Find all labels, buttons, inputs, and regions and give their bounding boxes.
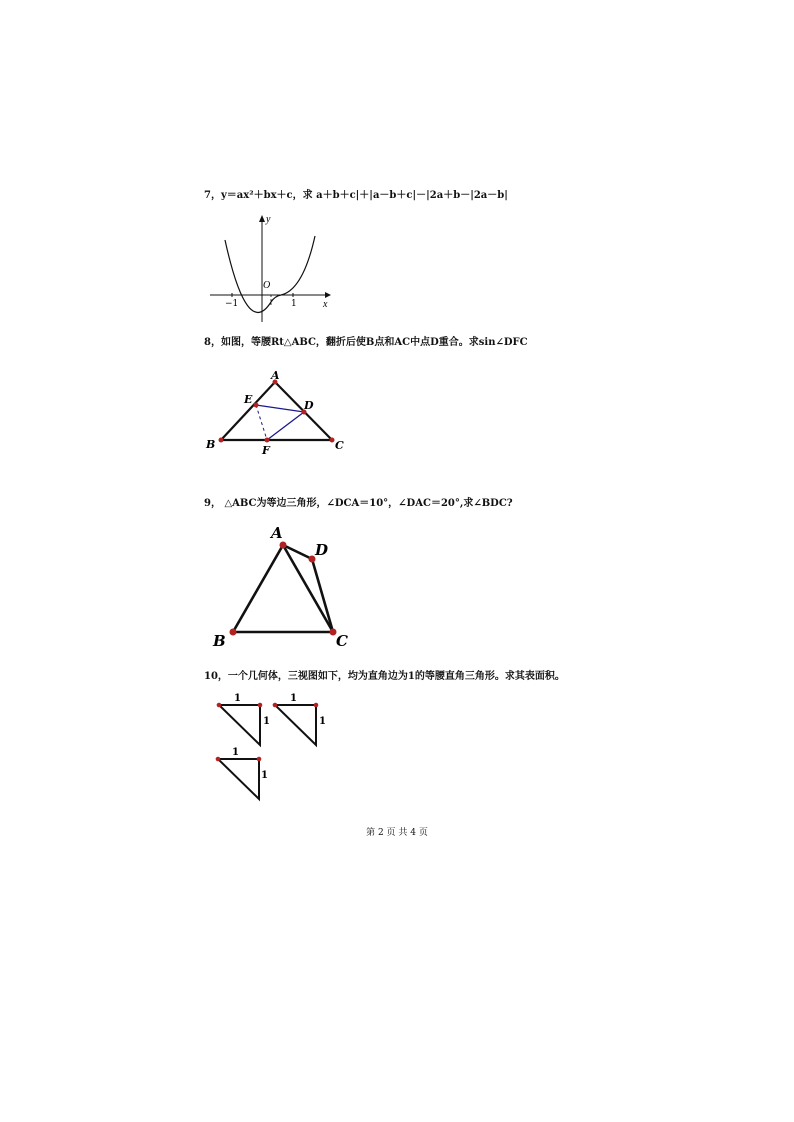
view-front — [217, 693, 270, 745]
figure-8-triangle-fold — [200, 365, 360, 460]
x-axis-label: x — [323, 299, 328, 310]
view-top — [216, 747, 268, 799]
figure-7-parabola — [205, 210, 335, 325]
view-side — [273, 693, 326, 745]
x-axis-arrow — [325, 292, 331, 298]
point-E — [254, 403, 259, 408]
view-side-top-label: 1 — [290, 693, 297, 704]
view-side-side-label: 1 — [319, 716, 326, 727]
label-A: A — [271, 369, 280, 382]
view-front-top-label: 1 — [234, 693, 241, 704]
parabola-curve — [225, 236, 315, 312]
segment-ED — [256, 405, 304, 412]
label-B: B — [206, 438, 216, 451]
label-F: F — [262, 444, 270, 457]
label-C: C — [336, 632, 348, 650]
segment-DC — [312, 559, 333, 632]
tick-label-1: 1 — [291, 299, 297, 309]
question-8-text: 8，如图，等腰Rt△ABC，翻折后使B点和AC中点D重合。求sin∠DFC — [204, 337, 528, 348]
question-10-text: 10，一个几何体，三视图如下，均为直角边为1的等腰直角三角形。求其表面积。 — [204, 671, 565, 682]
segment-EF — [256, 405, 267, 440]
label-A: A — [271, 524, 283, 542]
point-C — [330, 438, 335, 443]
question-9-text: 9， △ABC为等边三角形，∠DCA＝10°，∠DAC＝20°,求∠BDC? — [204, 498, 513, 509]
point-B — [219, 438, 224, 443]
view-front-side-label: 1 — [263, 716, 270, 727]
label-C: C — [335, 439, 344, 452]
y-axis-arrow — [259, 215, 265, 222]
point-A — [280, 542, 287, 549]
point-B — [230, 629, 237, 636]
figure-10-three-views — [210, 688, 340, 803]
origin-label: O — [263, 280, 271, 291]
view-top-top-label: 1 — [232, 747, 239, 758]
question-7-text: 7，y＝ax²＋bx＋c，求 a＋b＋c|＋|a－b＋c|－|2a＋b－|2a－b| — [204, 190, 508, 201]
page-footer: 第 2 页 共 4 页 — [366, 828, 428, 838]
label-E: E — [244, 393, 253, 406]
label-B: B — [213, 632, 226, 650]
figure-9-equilateral-triangle — [205, 520, 365, 655]
y-axis-label: y — [266, 214, 271, 225]
tick-label-neg1: −1 — [225, 299, 239, 309]
point-F — [265, 438, 270, 443]
label-D: D — [304, 399, 314, 412]
view-top-side-label: 1 — [261, 770, 268, 781]
label-D: D — [315, 541, 329, 559]
segment-FD — [267, 412, 304, 440]
